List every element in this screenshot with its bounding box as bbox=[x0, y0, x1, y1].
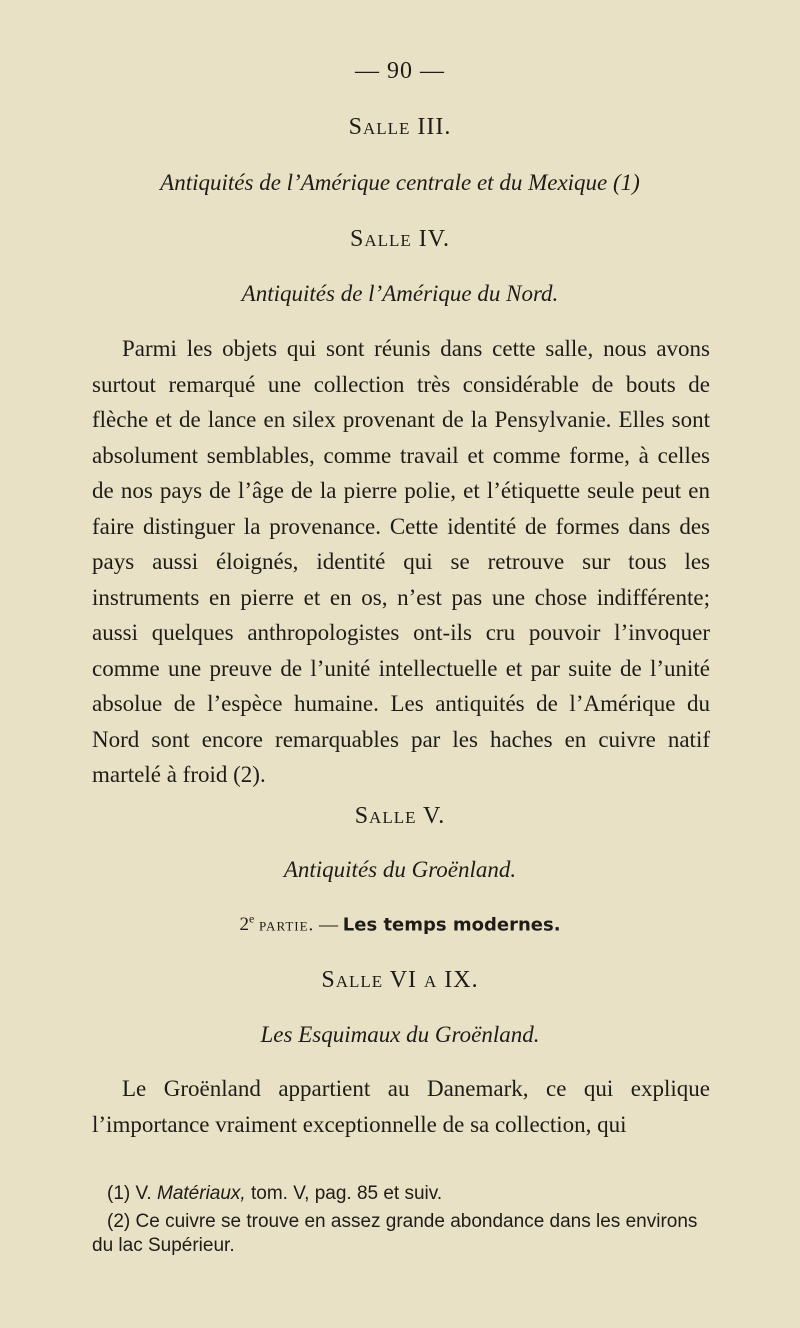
salle-vi-ix-paragraph: Le Groënland appartient au Danemark, ce qui explique l’importance vraiment exceptionnelle de sa collection, qui bbox=[92, 1076, 710, 1137]
salle-v-title: Salle V. bbox=[354, 803, 446, 829]
salle-vi-ix-title: Salle VI a IX. bbox=[321, 967, 479, 993]
salle-iii-subtitle: Antiquités de l’Amérique centrale et du Mexique (1) bbox=[160, 170, 640, 195]
footnote-1: (1) V. Matériaux, tom. V, pag. 85 et suiv. bbox=[107, 1183, 443, 1204]
part-heading bbox=[0, 912, 800, 936]
footnote-2-line-2: du lac Supérieur. bbox=[92, 1235, 235, 1256]
footnote-1-italic: Matériaux, bbox=[157, 1183, 246, 1204]
salle-iv-subtitle: Antiquités de l’Amérique du Nord. bbox=[241, 281, 559, 306]
part-number: 2e bbox=[239, 912, 255, 936]
salle-iii-title: Salle III. bbox=[348, 114, 452, 140]
salle-v-subtitle: Antiquités du Groënland. bbox=[283, 857, 517, 882]
footnote-2-line-1: (2) Ce cuivre se trouve en assez grande abondance dans les environs bbox=[107, 1211, 698, 1232]
part-dash: — bbox=[314, 914, 343, 936]
footnote-2 bbox=[92, 1210, 710, 1258]
salle-iv-paragraph: Parmi les objets qui sont réunis dans cette salle, nous avons surtout remarqué une collection très considérable de bouts de flèche et de lance en silex provenant de la Pensylvanie. Elles sont absolument semblables, comme travail et comme forme, à celles de nos pays de l’âge de la pierre polie, et l’étiquette seule peut en faire distinguer la provenance. Cette identité de formes dans des pays aussi éloignés, identité qui se retrouve sur tous les instruments en pierre et en os, n’est pas une chose indifférente; aussi quelques anthropologistes ont-ils cru pouvoir l’invoquer comme une preuve de l’unité intellectuelle et par suite de l’unité absolue de l’espèce humaine. Les antiquités de l’Amérique du Nord sont encore remarquables par les haches en cuivre natif martelé à froid (2). bbox=[92, 336, 710, 787]
page-number: — 90 — bbox=[355, 58, 445, 84]
part-title: Les temps modernes. bbox=[342, 914, 561, 936]
salle-vi-ix-subtitle: Les Esquimaux du Groënland. bbox=[260, 1022, 540, 1047]
salle-iv-title: Salle IV. bbox=[349, 226, 450, 252]
part-label: partie. bbox=[259, 914, 315, 936]
footnotes bbox=[92, 1182, 710, 1262]
